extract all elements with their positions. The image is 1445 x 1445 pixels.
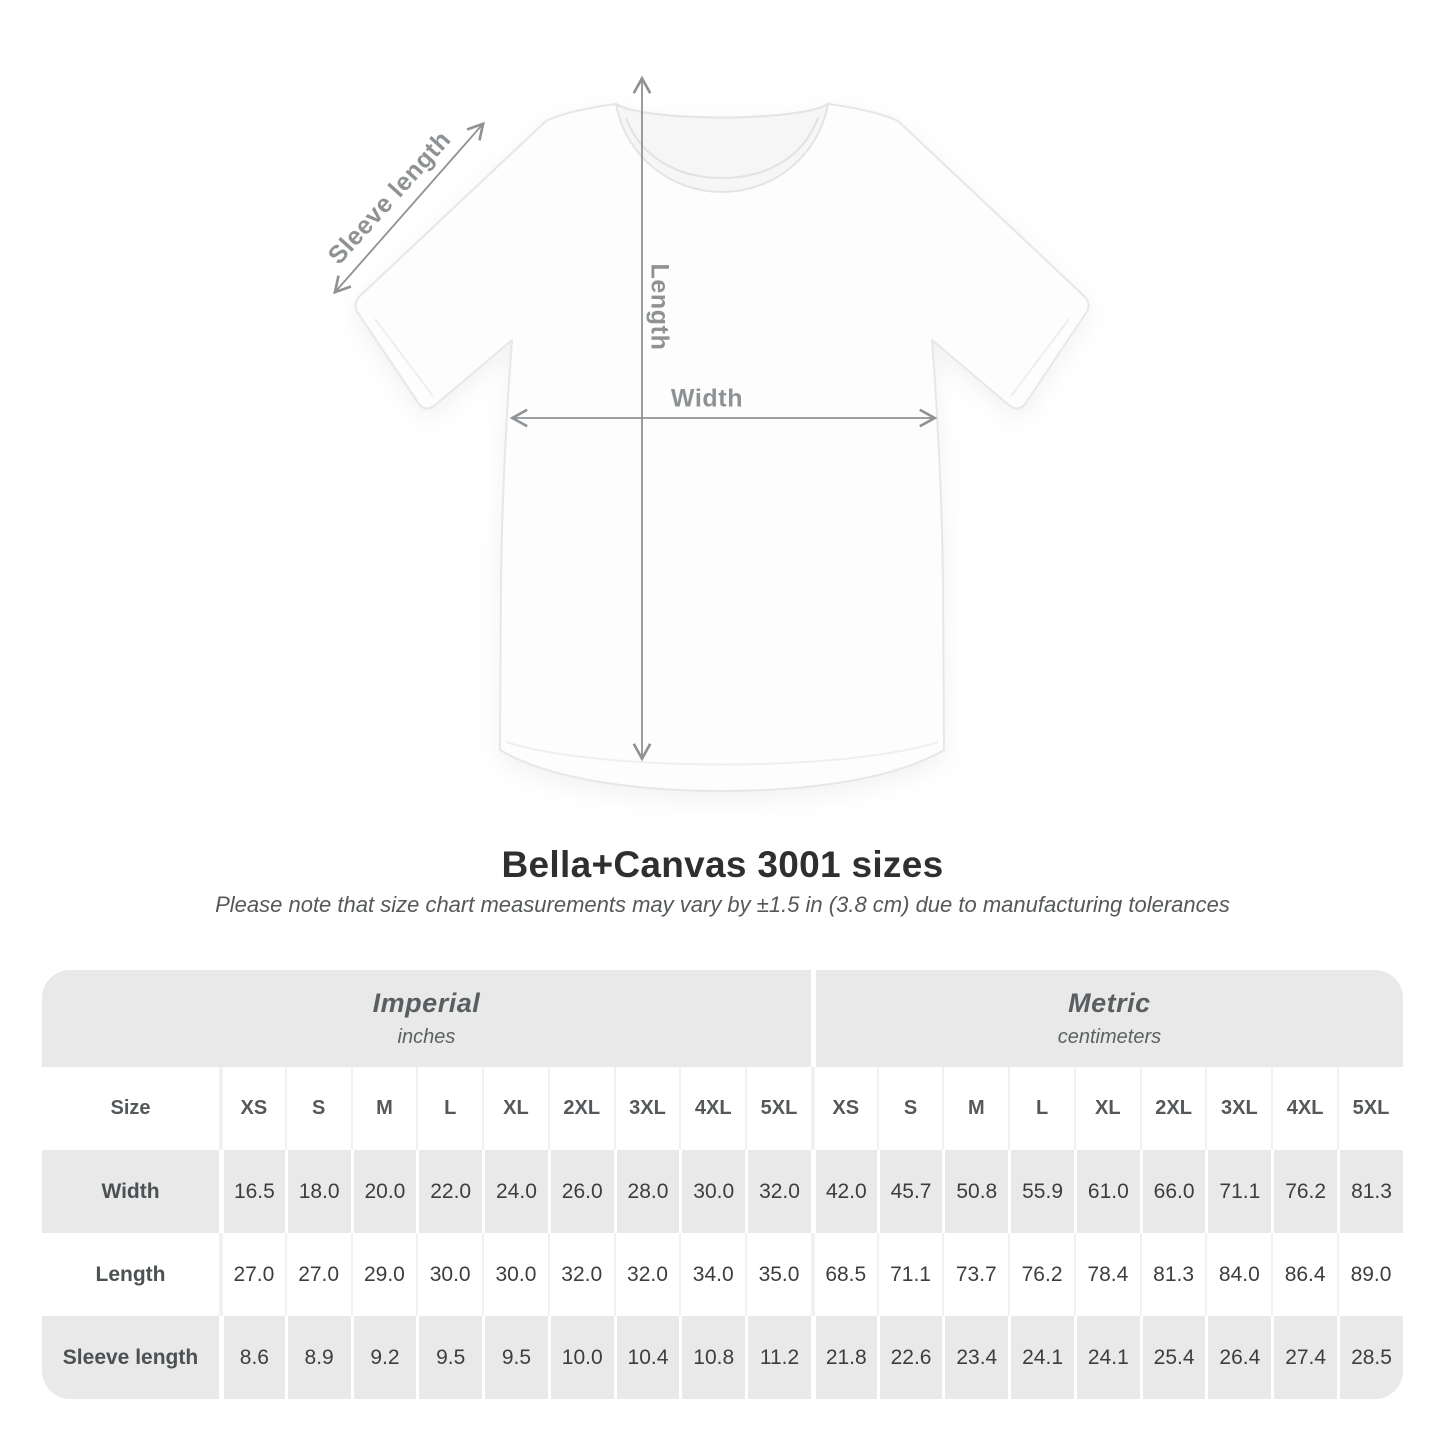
size-value: 55.9 xyxy=(1008,1150,1074,1233)
size-value: 73.7 xyxy=(942,1233,1008,1316)
size-value: 45.7 xyxy=(877,1150,943,1233)
size-value: 89.0 xyxy=(1337,1233,1403,1316)
size-value: 9.5 xyxy=(482,1316,548,1399)
unit-section-imperial xyxy=(42,970,811,1067)
size-col-header-imperial-m: M xyxy=(351,1067,417,1150)
size-value: 27.0 xyxy=(285,1233,351,1316)
size-value: 16.5 xyxy=(219,1150,285,1233)
size-value: 20.0 xyxy=(351,1150,417,1233)
row-label: Width xyxy=(42,1150,219,1233)
size-value: 10.4 xyxy=(614,1316,680,1399)
size-value: 30.0 xyxy=(679,1150,745,1233)
size-value: 18.0 xyxy=(285,1150,351,1233)
tshirt-silhouette xyxy=(355,104,1088,791)
size-value: 32.0 xyxy=(614,1233,680,1316)
size-value: 84.0 xyxy=(1205,1233,1271,1316)
size-value: 32.0 xyxy=(745,1150,811,1233)
size-value: 76.2 xyxy=(1271,1150,1337,1233)
size-value: 22.6 xyxy=(877,1316,943,1399)
size-value: 23.4 xyxy=(942,1316,1008,1399)
size-value: 32.0 xyxy=(548,1233,614,1316)
size-value: 68.5 xyxy=(811,1233,877,1316)
table-row-width xyxy=(42,1150,1403,1233)
size-value: 71.1 xyxy=(1205,1150,1271,1233)
length-label: Length xyxy=(645,263,674,351)
size-col-header-imperial-l: L xyxy=(416,1067,482,1150)
size-value: 78.4 xyxy=(1074,1233,1140,1316)
size-value: 21.8 xyxy=(811,1316,877,1399)
size-value: 10.0 xyxy=(548,1316,614,1399)
size-value: 66.0 xyxy=(1140,1150,1206,1233)
unit-name-label: inches xyxy=(397,1026,456,1048)
size-col-header-metric-m: M xyxy=(942,1067,1008,1150)
size-value: 61.0 xyxy=(1074,1150,1140,1233)
size-value: 8.6 xyxy=(219,1316,285,1399)
size-col-header-imperial-3xl: 3XL xyxy=(614,1067,680,1150)
unit-system-label: Metric xyxy=(1068,988,1151,1018)
size-value: 11.2 xyxy=(745,1316,811,1399)
size-value: 34.0 xyxy=(679,1233,745,1316)
size-value: 30.0 xyxy=(416,1233,482,1316)
size-value: 9.5 xyxy=(416,1316,482,1399)
size-table xyxy=(42,970,1403,1399)
table-row-sleeve-length xyxy=(42,1316,1403,1399)
size-value: 42.0 xyxy=(811,1150,877,1233)
size-col-header-imperial-2xl: 2XL xyxy=(548,1067,614,1150)
size-value: 25.4 xyxy=(1140,1316,1206,1399)
size-value: 8.9 xyxy=(285,1316,351,1399)
size-value: 28.5 xyxy=(1337,1316,1403,1399)
size-col-header-metric-xs: XS xyxy=(811,1067,877,1150)
size-value: 76.2 xyxy=(1008,1233,1074,1316)
size-value: 27.4 xyxy=(1271,1316,1337,1399)
size-col-header-imperial-s: S xyxy=(285,1067,351,1150)
unit-name-label: centimeters xyxy=(1057,1026,1162,1048)
unit-section-metric xyxy=(811,970,1403,1067)
size-column-header: Size xyxy=(42,1067,219,1150)
size-value: 81.3 xyxy=(1337,1150,1403,1233)
row-label: Length xyxy=(42,1233,219,1316)
size-value: 86.4 xyxy=(1271,1233,1337,1316)
size-value: 28.0 xyxy=(614,1150,680,1233)
unit-band-row xyxy=(42,970,1403,1067)
size-header-row xyxy=(42,1067,1403,1150)
tolerance-note: Please note that size chart measurements may vary by ±1.5 in (3.8 cm) due to manufacturing tolerances xyxy=(215,892,1230,917)
size-value: 22.0 xyxy=(416,1150,482,1233)
size-table-el xyxy=(42,970,1403,1399)
size-value: 10.8 xyxy=(679,1316,745,1399)
table-row-length xyxy=(42,1233,1403,1316)
size-value: 81.3 xyxy=(1140,1233,1206,1316)
size-col-header-imperial-4xl: 4XL xyxy=(679,1067,745,1150)
sleeve-length-label: Sleeve length xyxy=(322,125,457,270)
size-value: 26.0 xyxy=(548,1150,614,1233)
size-col-header-metric-l: L xyxy=(1008,1067,1074,1150)
size-value: 27.0 xyxy=(219,1233,285,1316)
page-title: Bella+Canvas 3001 sizes xyxy=(501,844,944,885)
size-value: 24.0 xyxy=(482,1150,548,1233)
size-col-header-metric-4xl: 4XL xyxy=(1271,1067,1337,1150)
size-col-header-metric-3xl: 3XL xyxy=(1205,1067,1271,1150)
size-col-header-metric-2xl: 2XL xyxy=(1140,1067,1206,1150)
size-value: 24.1 xyxy=(1074,1316,1140,1399)
size-col-header-imperial-xl: XL xyxy=(482,1067,548,1150)
size-col-header-metric-s: S xyxy=(877,1067,943,1150)
size-value: 9.2 xyxy=(351,1316,417,1399)
size-value: 30.0 xyxy=(482,1233,548,1316)
size-col-header-imperial-5xl: 5XL xyxy=(745,1067,811,1150)
unit-system-label: Imperial xyxy=(372,988,481,1018)
size-col-header-metric-5xl: 5XL xyxy=(1337,1067,1403,1150)
size-value: 29.0 xyxy=(351,1233,417,1316)
size-value: 71.1 xyxy=(877,1233,943,1316)
size-value: 50.8 xyxy=(942,1150,1008,1233)
size-value: 26.4 xyxy=(1205,1316,1271,1399)
size-col-header-metric-xl: XL xyxy=(1074,1067,1140,1150)
row-label: Sleeve length xyxy=(42,1316,219,1399)
size-col-header-imperial-xs: XS xyxy=(219,1067,285,1150)
width-label: Width xyxy=(670,384,744,413)
size-value: 24.1 xyxy=(1008,1316,1074,1399)
size-value: 35.0 xyxy=(745,1233,811,1316)
